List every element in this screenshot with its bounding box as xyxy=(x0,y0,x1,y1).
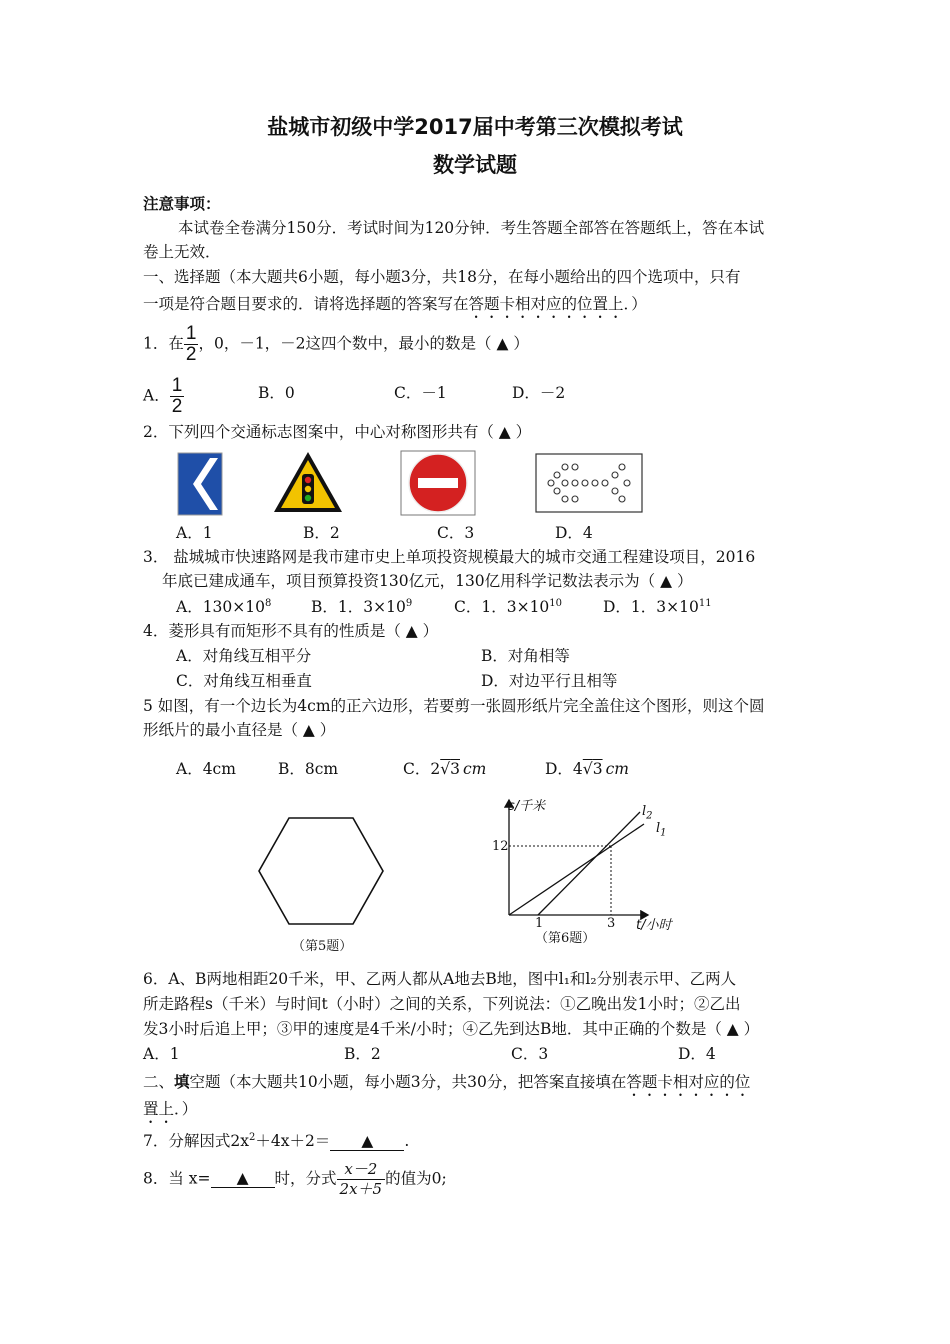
q7-stem: 7．分解因式$2x^2+4x+2=$ ▲ . xyxy=(143,1132,410,1151)
graph-x-tick-3: 3 xyxy=(607,916,616,931)
q6-line1: 6．A、B两地相距20千米，甲、乙两人都从A地去B地，图中l₁和l₂分别表示甲、乙两人 xyxy=(143,970,737,988)
q4-option-c: C．对角线互相垂直 xyxy=(176,672,312,690)
q4-option-b: B．对角相等 xyxy=(481,647,570,665)
q5-caption: （第5题） xyxy=(292,939,353,954)
section1-line2: 一项是符合题目要求的．请将选择题的答案写在答题卡相对应的位置上．） xyxy=(143,295,647,313)
q5-option-a: A．4cm xyxy=(176,760,236,778)
q3-option-c: C．1．$3\times 10^{10}$ xyxy=(454,598,563,617)
graph-line-l1-label: $l_1$ xyxy=(656,821,667,839)
q7-answer-blank: ▲ xyxy=(330,1134,404,1151)
q5-option-d: D．4√3 cm xyxy=(545,760,629,778)
q5-line1: 5 如图，有一个边长为4cm的正六边形，若要剪一张圆形纸片完全盖住这个图形，则这个圆 xyxy=(143,697,765,715)
q1-option-d: D．－2 xyxy=(512,384,566,402)
q3-option-b: B．1．$3\times 10^9$ xyxy=(311,598,413,617)
graph-x-tick-1: 1 xyxy=(535,916,544,931)
q3-line1: 3． 盐城城市快速路网是我市建市史上单项投资规模最大的城市交通工程建设项目，2016 xyxy=(143,548,756,566)
hexagon-figure xyxy=(255,815,387,927)
section2-line1: 二、填空题（本大题共10小题，每小题3分，共30分，把答案直接填在答题卡相对应的位 xyxy=(143,1072,751,1091)
section1-line1: 一、选择题（本大题共6小题，每小题3分，共18分，在每小题给出的四个选项中，只有 xyxy=(143,268,741,286)
q6-line3: 发3小时后追上甲；③甲的速度是4千米/小时；④乙先到达B地．其中正确的个数是（ ▲ ） xyxy=(143,1020,760,1038)
graph-x-label: t/小时 xyxy=(636,918,672,933)
q1-option-b: B．0 xyxy=(258,384,295,402)
q8-stem: 8．当 x= ▲ 时，分式 $\frac{x-2}{2x+5}$ 的值为0; xyxy=(143,1160,447,1198)
q3-option-d: D．1．$3\times 10^{11}$ xyxy=(603,598,712,617)
notice-heading: 注意事项： xyxy=(143,194,221,213)
q5-option-c: C．2√3 cm xyxy=(403,760,487,778)
q2-option-d: D．4 xyxy=(555,524,593,542)
q4-stem: 4．菱形具有而矩形不具有的性质是（ ▲ ） xyxy=(143,622,439,640)
q8-answer-blank: ▲ xyxy=(211,1171,275,1188)
q3-line2: 年底已建成通车，项目预算投资130亿元，130亿用科学记数法表示为（ ▲ ） xyxy=(162,572,693,590)
graph-y-tick-12: 12 xyxy=(492,839,509,854)
q6-option-d: D．4 xyxy=(678,1045,716,1063)
q2-option-c: C．3 xyxy=(437,524,475,542)
q6-caption: （第6题） xyxy=(535,931,596,946)
sign-dotted-arrows-icon xyxy=(535,453,643,513)
q6-option-a: A．1 xyxy=(143,1045,180,1063)
sign-traffic-light-icon xyxy=(272,450,344,514)
q2-option-b: B．2 xyxy=(303,524,340,542)
q6-option-b: B．2 xyxy=(344,1045,381,1063)
q5-line2: 形纸片的最小直径是（ ▲ ） xyxy=(143,721,336,739)
q1-fraction: $\frac{1}{2}$ xyxy=(185,323,197,365)
sign-left-arrow-icon xyxy=(177,452,223,516)
q1-option-a: A． $\frac{1}{2}$ xyxy=(143,375,183,417)
q6-line2: 所走路程s（千米）与时间t（小时）之间的关系，下列说法：①乙晚出发1小时；②乙出 xyxy=(143,995,741,1013)
page-subtitle: 数学试题 xyxy=(433,153,517,177)
page-title: 盐城市初级中学2017届中考第三次模拟考试 xyxy=(267,115,683,139)
q5-option-b: B．8cm xyxy=(278,760,339,778)
sign-no-entry-icon xyxy=(400,450,476,516)
q1-stem: 1．在 $\frac{1}{2}$ ，0，－1，－2这四个数中，最小的数是（ ▲ ） xyxy=(143,323,529,365)
q2-option-a: A．1 xyxy=(176,524,213,542)
q2-stem: 2．下列四个交通标志图案中，中心对称图形共有（ ▲ ） xyxy=(143,423,532,441)
q4-option-a: A．对角线互相平分 xyxy=(176,647,312,665)
graph-line-l2-label: $l_2$ xyxy=(642,804,653,822)
notice-line1: 本试卷全卷满分150分．考试时间为120分钟．考生答题全部答在答题纸上，答在本试 xyxy=(178,219,765,237)
q1-option-c: C．－1 xyxy=(394,384,447,402)
q8-fraction: $\frac{x-2}{2x+5}$ xyxy=(337,1160,386,1199)
q6-option-c: C．3 xyxy=(511,1045,549,1063)
graph-y-label: s/千米 xyxy=(508,799,546,814)
q3-option-a: A．$130\times 10^8$ xyxy=(176,598,272,617)
notice-line2: 卷上无效． xyxy=(143,243,221,261)
section2-line2: 置上．） xyxy=(143,1100,198,1118)
q4-option-d: D．对边平行且相等 xyxy=(481,672,618,690)
